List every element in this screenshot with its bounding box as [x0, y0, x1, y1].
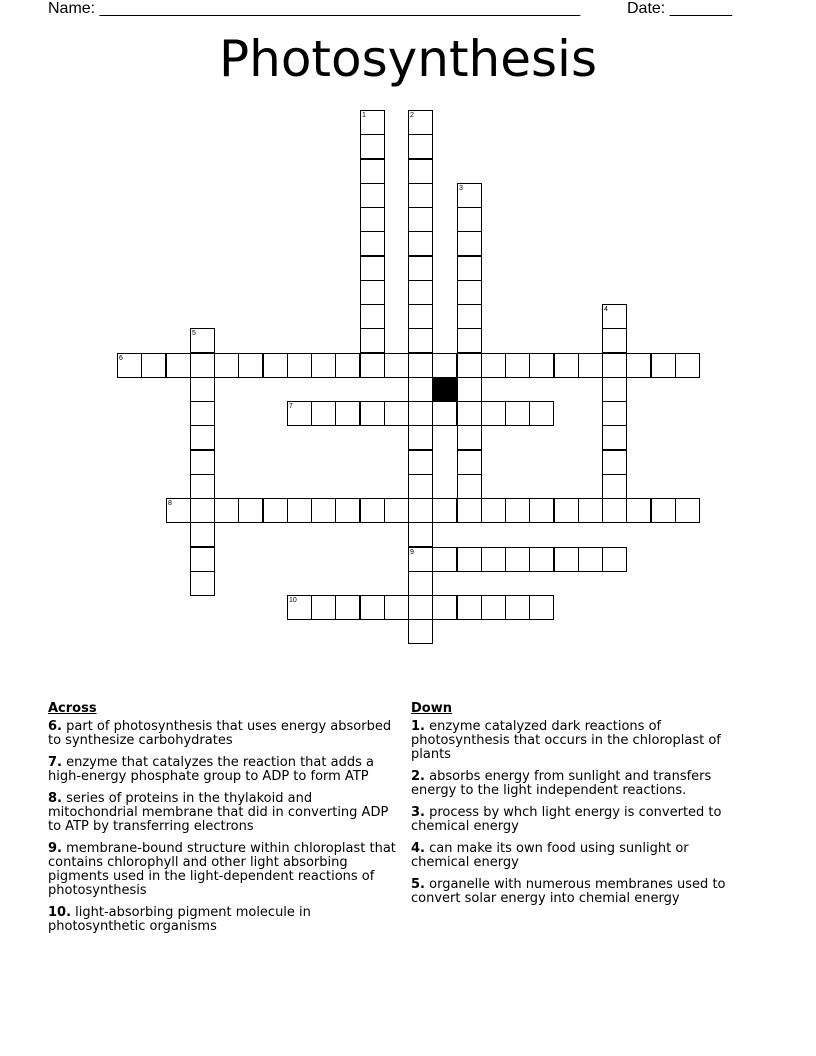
grid-cell[interactable] — [408, 474, 433, 499]
grid-cell[interactable] — [408, 280, 433, 305]
grid-cell[interactable] — [190, 401, 215, 426]
grid-cell[interactable] — [602, 425, 627, 450]
clue-number: 7. — [48, 755, 62, 770]
grid-cell[interactable] — [457, 474, 482, 499]
grid-cell[interactable] — [360, 328, 385, 353]
grid-cell[interactable] — [578, 547, 603, 572]
grid-cell[interactable] — [408, 159, 433, 184]
blocked-cell — [432, 377, 457, 402]
grid-cell[interactable] — [287, 353, 312, 378]
clue-item — [411, 770, 751, 798]
grid-cell[interactable] — [360, 183, 385, 208]
grid-cell[interactable] — [408, 304, 433, 329]
grid-cell[interactable] — [360, 231, 385, 256]
grid-cell[interactable] — [529, 401, 554, 426]
grid-cell[interactable] — [602, 547, 627, 572]
grid-cell[interactable] — [408, 425, 433, 450]
grid-cell[interactable] — [360, 401, 385, 426]
clue-text: can make its own food using sunlight or chemical energy — [411, 841, 689, 870]
grid-cell[interactable] — [457, 231, 482, 256]
grid-cell[interactable] — [384, 498, 409, 523]
grid-cell[interactable] — [190, 571, 215, 596]
grid-cell[interactable] — [457, 353, 482, 378]
grid-cell[interactable] — [505, 401, 530, 426]
grid-cell[interactable] — [141, 353, 166, 378]
grid-cell[interactable] — [360, 159, 385, 184]
grid-cell[interactable] — [481, 595, 506, 620]
clue-item — [48, 720, 404, 748]
grid-cell[interactable] — [360, 304, 385, 329]
grid-cell[interactable] — [457, 595, 482, 620]
clue-number-label: 9 — [410, 549, 414, 556]
clue-item — [411, 878, 751, 906]
clue-item — [48, 792, 404, 834]
grid-cell[interactable] — [505, 498, 530, 523]
grid-cell[interactable] — [408, 571, 433, 596]
grid-cell[interactable] — [360, 280, 385, 305]
grid-cell[interactable] — [481, 498, 506, 523]
grid-cell[interactable] — [360, 256, 385, 281]
clue-number: 5. — [411, 877, 425, 892]
grid-cell[interactable] — [602, 377, 627, 402]
name-field-label: Name: ______________________________________________________ — [48, 0, 581, 17]
grid-cell[interactable] — [311, 498, 336, 523]
clue-text: membrane-bound structure within chloroplast that contains chlorophyll and other light absorbing pigments used in the light-dependent reactions of photosynthesis — [48, 841, 396, 898]
grid-cell[interactable] — [408, 595, 433, 620]
clue-item — [48, 842, 404, 898]
grid-cell[interactable] — [578, 498, 603, 523]
grid-cell[interactable] — [529, 547, 554, 572]
grid-cell[interactable] — [190, 522, 215, 547]
grid-cell[interactable] — [602, 401, 627, 426]
grid-cell[interactable] — [263, 498, 288, 523]
grid-cell[interactable] — [457, 256, 482, 281]
grid-cell[interactable] — [408, 498, 433, 523]
grid-cell[interactable] — [651, 498, 676, 523]
grid-cell[interactable] — [432, 353, 457, 378]
clue-number: 9. — [48, 841, 62, 856]
grid-cell[interactable] — [190, 425, 215, 450]
grid-cell[interactable] — [263, 353, 288, 378]
grid-cell[interactable] — [481, 547, 506, 572]
clue-item — [411, 842, 751, 870]
grid-cell[interactable] — [408, 377, 433, 402]
grid-cell[interactable] — [384, 353, 409, 378]
grid-cell[interactable] — [214, 353, 239, 378]
grid-cell[interactable] — [457, 328, 482, 353]
grid-cell[interactable] — [408, 256, 433, 281]
across-heading: Across — [48, 701, 97, 716]
grid-cell[interactable] — [408, 134, 433, 159]
grid-cell[interactable] — [626, 353, 651, 378]
grid-cell[interactable] — [529, 595, 554, 620]
grid-cell[interactable] — [408, 183, 433, 208]
clue-number: 1. — [411, 719, 425, 734]
clue-number: 10. — [48, 905, 72, 920]
grid-cell[interactable] — [457, 207, 482, 232]
header — [48, 0, 748, 20]
clue-text: part of photosynthesis that uses energy absorbed to synthesize carbohydrates — [48, 719, 392, 748]
grid-cell[interactable] — [457, 425, 482, 450]
grid-cell[interactable] — [529, 353, 554, 378]
clue-text: light-absorbing pigment molecule in photosynthetic organisms — [48, 905, 311, 934]
clue-item — [48, 906, 404, 934]
grid-cell[interactable] — [190, 450, 215, 475]
grid-cell[interactable] — [335, 401, 360, 426]
clue-number-label: 10 — [289, 597, 297, 604]
clue-number-label: 1 — [362, 112, 366, 119]
grid-cell[interactable] — [190, 353, 215, 378]
grid-cell[interactable] — [190, 474, 215, 499]
clue-text: absorbs energy from sunlight and transfers energy to the light independent reactions. — [411, 769, 712, 798]
grid-cell[interactable] — [408, 328, 433, 353]
page-title: Photosynthesis — [218, 30, 597, 88]
grid-cell[interactable] — [457, 498, 482, 523]
grid-cell[interactable] — [457, 377, 482, 402]
grid-cell[interactable] — [457, 450, 482, 475]
down-clues — [411, 702, 751, 914]
grid-cell[interactable] — [432, 401, 457, 426]
clue-number: 4. — [411, 841, 425, 856]
grid-cell[interactable] — [602, 474, 627, 499]
clue-item — [48, 756, 404, 784]
grid-cell[interactable] — [190, 377, 215, 402]
grid-cell[interactable] — [360, 207, 385, 232]
clue-number: 3. — [411, 805, 425, 820]
grid-cell[interactable] — [311, 353, 336, 378]
across-clues — [48, 702, 404, 942]
grid-cell[interactable] — [238, 353, 263, 378]
clue-number-label: 8 — [168, 500, 172, 507]
grid-cell[interactable] — [335, 595, 360, 620]
grid-cell[interactable] — [457, 547, 482, 572]
grid-cell[interactable] — [408, 522, 433, 547]
grid-cell[interactable] — [335, 498, 360, 523]
clue-number-label: 7 — [289, 403, 293, 410]
grid-cell[interactable] — [602, 328, 627, 353]
grid-cell[interactable] — [214, 498, 239, 523]
clue-number: 2. — [411, 769, 425, 784]
clue-text: enzyme catalyzed dark reactions of photosynthesis that occurs in the chloroplast of plants — [411, 719, 721, 762]
grid-cell[interactable] — [675, 498, 700, 523]
clue-text: enzyme that catalyzes the reaction that adds a high-energy phosphate group to ADP to form ATP — [48, 755, 374, 784]
date-field-label: Date: _______ — [627, 0, 732, 17]
clue-number-label: 5 — [192, 330, 196, 337]
clue-number: 6. — [48, 719, 62, 734]
grid-cell[interactable] — [457, 304, 482, 329]
grid-cell[interactable] — [408, 619, 433, 644]
grid-cell[interactable] — [675, 353, 700, 378]
clue-number: 8. — [48, 791, 62, 806]
grid-cell[interactable] — [190, 547, 215, 572]
grid-cell[interactable] — [602, 353, 627, 378]
clue-item — [411, 720, 751, 762]
grid-cell[interactable] — [505, 353, 530, 378]
grid-cell[interactable] — [408, 450, 433, 475]
grid-cell[interactable] — [384, 595, 409, 620]
grid-cell[interactable] — [384, 401, 409, 426]
grid-cell[interactable] — [360, 498, 385, 523]
grid-cell[interactable] — [505, 547, 530, 572]
grid-cell[interactable] — [360, 353, 385, 378]
grid-cell[interactable] — [408, 231, 433, 256]
grid-cell[interactable] — [457, 280, 482, 305]
grid-cell[interactable] — [554, 547, 579, 572]
grid-cell[interactable] — [626, 498, 651, 523]
grid-cell[interactable] — [651, 353, 676, 378]
clue-text: process by whch light energy is converted to chemical energy — [411, 805, 722, 834]
grid-cell[interactable] — [432, 498, 457, 523]
grid-cell[interactable] — [457, 401, 482, 426]
clue-number-label: 3 — [459, 185, 463, 192]
grid-cell[interactable] — [287, 498, 312, 523]
clue-text: series of proteins in the thylakoid and mitochondrial membrane that did in converting ADP to ATP by transferring electrons — [48, 791, 389, 834]
clue-number-label: 4 — [604, 306, 608, 313]
grid-cell[interactable] — [505, 595, 530, 620]
grid-cell[interactable] — [432, 547, 457, 572]
clue-number-label: 2 — [410, 112, 414, 119]
grid-cell[interactable] — [432, 595, 457, 620]
grid-cell[interactable] — [238, 498, 263, 523]
clue-number-label: 6 — [119, 355, 123, 362]
grid-cell[interactable] — [360, 134, 385, 159]
clue-item — [411, 806, 751, 834]
grid-cell[interactable] — [602, 450, 627, 475]
grid-cell[interactable] — [408, 207, 433, 232]
clue-text: organelle with numerous membranes used to convert solar energy into chemial energy — [411, 877, 726, 906]
grid-cell[interactable] — [481, 401, 506, 426]
grid-cell[interactable] — [529, 498, 554, 523]
grid-cell[interactable] — [408, 401, 433, 426]
grid-cell[interactable] — [481, 353, 506, 378]
grid-cell[interactable] — [554, 498, 579, 523]
grid-cell[interactable] — [335, 353, 360, 378]
grid-cell[interactable] — [311, 401, 336, 426]
grid-cell[interactable] — [311, 595, 336, 620]
down-heading: Down — [411, 701, 452, 716]
grid-cell[interactable] — [578, 353, 603, 378]
grid-cell[interactable] — [408, 353, 433, 378]
grid-cell[interactable] — [602, 498, 627, 523]
grid-cell[interactable] — [190, 498, 215, 523]
grid-cell[interactable] — [554, 353, 579, 378]
grid-cell[interactable] — [166, 353, 191, 378]
grid-cell[interactable] — [360, 595, 385, 620]
